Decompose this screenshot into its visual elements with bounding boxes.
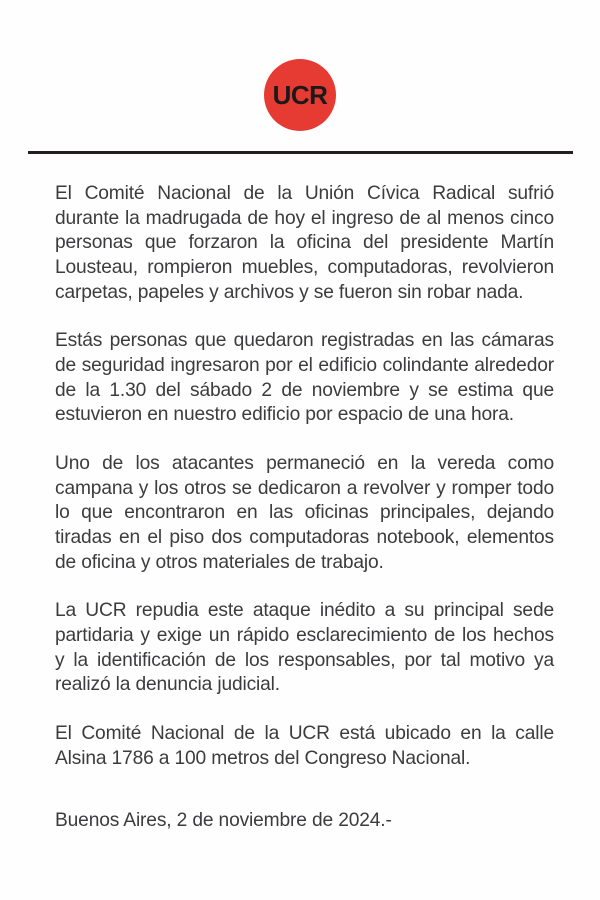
header-divider: [28, 151, 573, 154]
header-divider-wrap: [0, 131, 600, 154]
paragraph: La UCR repudia este ataque inédito a su principal sede partidaria y exige un rápido esclarecimiento de los hechos y la identificación de los responsables, por tal motivo ya realizó la denuncia judicial.: [55, 600, 554, 696]
paragraph: El Comité Nacional de la UCR está ubicado en la calle Alsina 1786 a 100 metros del Congreso Nacional.: [55, 723, 554, 769]
signoff-line: Buenos Aires, 2 de noviembre de 2024.-: [55, 810, 392, 832]
paragraph: El Comité Nacional de la Unión Cívica Radical sufrió durante la madrugada de hoy el ingreso de al menos cinco personas que forzaron la oficina del presidente Martín Lousteau, rompieron muebles, computadoras, revolvieron carpetas, papeles y archivos y se fueron sin robar nada.: [55, 183, 554, 303]
document-header: [0, 0, 600, 131]
paragraph: Uno de los atacantes permaneció en la vereda como campana y los otros se dedicaron a revolver y romper todo lo que encontraron en las oficinas principales, dejando tiradas en el piso dos computadoras notebook, elementos de oficina y otros materiales de trabajo.: [55, 453, 554, 573]
ucr-logo-text: UCR: [272, 80, 328, 110]
ucr-logo: [264, 59, 336, 131]
paragraph: Estás personas que quedaron registradas en las cámaras de seguridad ingresaron por el edificio colindante alrededor de la 1.30 del sábado 2 de noviembre y se estima que estuvieron en nuestro edificio por espacio de una hora.: [55, 330, 554, 426]
statement-body: [0, 182, 600, 834]
